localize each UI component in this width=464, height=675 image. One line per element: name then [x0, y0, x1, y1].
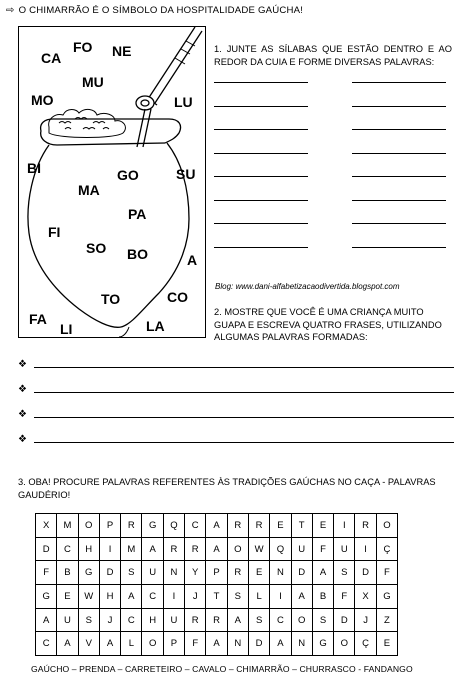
grid-cell[interactable]: Ç	[376, 537, 397, 561]
grid-cell[interactable]: S	[121, 561, 142, 585]
grid-cell[interactable]: D	[291, 561, 312, 585]
grid-cell[interactable]: D	[36, 537, 57, 561]
answer-line[interactable]	[214, 223, 308, 224]
syllable-ma: MA	[78, 182, 100, 198]
grid-row	[36, 537, 398, 561]
answer-line[interactable]	[352, 82, 446, 83]
answer-line[interactable]	[352, 106, 446, 107]
grid-cell[interactable]: A	[206, 514, 227, 538]
grid-cell[interactable]: A	[227, 608, 248, 632]
grid-cell[interactable]: L	[248, 585, 269, 609]
word-list: GAÚCHO – PRENDA – CARRETEIRO – CAVALO – CHIMARRÃO – CHURRASCO - FANDANGO	[31, 664, 413, 674]
grid-cell[interactable]: E	[312, 514, 333, 538]
grid-cell[interactable]: N	[227, 632, 248, 656]
grid-cell[interactable]: J	[355, 608, 376, 632]
answer-line-row	[214, 223, 454, 247]
answer-line[interactable]	[352, 247, 446, 248]
bomba-icon	[136, 27, 202, 147]
grid-cell[interactable]: Ç	[355, 632, 376, 656]
grid-cell[interactable]: U	[57, 608, 78, 632]
grid-cell[interactable]: S	[227, 585, 248, 609]
grid-cell[interactable]: H	[142, 608, 163, 632]
grid-cell[interactable]: U	[334, 537, 355, 561]
grid-cell[interactable]: N	[291, 632, 312, 656]
syllable-ne: NE	[112, 43, 132, 59]
grid-cell[interactable]: S	[248, 608, 269, 632]
grid-cell[interactable]: U	[291, 537, 312, 561]
grid-cell[interactable]: N	[270, 561, 291, 585]
grid-cell[interactable]: P	[163, 632, 184, 656]
answer-line[interactable]	[214, 106, 308, 107]
answer-line-row	[214, 200, 454, 224]
grid-cell[interactable]: G	[142, 514, 163, 538]
answer-line-row	[214, 129, 454, 153]
grid-cell[interactable]: F	[185, 632, 206, 656]
grid-cell[interactable]: I	[334, 514, 355, 538]
grid-cell[interactable]: I	[99, 537, 120, 561]
grid-cell[interactable]: V	[78, 632, 99, 656]
syllable-su: SU	[176, 166, 196, 182]
answer-line-row	[214, 106, 454, 130]
grid-cell[interactable]: F	[334, 585, 355, 609]
syllable-bi: BI	[27, 160, 41, 176]
grid-cell[interactable]: E	[270, 514, 291, 538]
grid-cell[interactable]: Q	[270, 537, 291, 561]
grid-cell[interactable]: I	[163, 585, 184, 609]
grid-cell[interactable]: A	[270, 632, 291, 656]
grid-cell[interactable]: T	[206, 585, 227, 609]
grid-cell[interactable]: O	[78, 514, 99, 538]
syllable-bo: BO	[127, 246, 148, 262]
answer-line[interactable]	[352, 176, 446, 177]
grid-cell[interactable]: S	[334, 561, 355, 585]
grid-cell[interactable]: R	[185, 608, 206, 632]
question-1: 1. JUNTE AS SÍLABAS QUE ESTÃO DENTRO E AO REDOR DA CUIA E FORME DIVERSAS PALAVRAS:	[214, 44, 452, 67]
grid-cell[interactable]: D	[99, 561, 120, 585]
grid-row	[36, 608, 398, 632]
answer-line-row	[214, 153, 454, 177]
grid-cell[interactable]: A	[206, 537, 227, 561]
syllable-lu: LU	[174, 94, 193, 110]
grid-cell[interactable]: J	[185, 585, 206, 609]
grid-cell[interactable]: B	[57, 561, 78, 585]
answer-line[interactable]	[352, 223, 446, 224]
grid-row	[36, 514, 398, 538]
diamond-bullet-icon: ❖	[18, 384, 27, 395]
grid-cell[interactable]: R	[206, 608, 227, 632]
grid-cell[interactable]: E	[376, 632, 397, 656]
answer-line[interactable]	[352, 200, 446, 201]
grid-cell[interactable]: X	[355, 585, 376, 609]
grid-cell[interactable]: F	[312, 537, 333, 561]
grid-cell[interactable]: G	[78, 561, 99, 585]
answer-line[interactable]	[214, 247, 308, 248]
answer-line[interactable]	[214, 129, 308, 130]
grid-cell[interactable]: O	[291, 608, 312, 632]
grid-cell[interactable]: F	[376, 561, 397, 585]
grid-cell[interactable]: N	[163, 561, 184, 585]
grid-cell[interactable]: R	[248, 514, 269, 538]
grid-cell[interactable]: H	[99, 585, 120, 609]
syllable-mo: MO	[31, 92, 54, 108]
answer-line[interactable]	[214, 153, 308, 154]
syllable-co: CO	[167, 289, 188, 305]
grid-cell[interactable]: G	[376, 585, 397, 609]
grid-cell[interactable]: C	[270, 608, 291, 632]
grid-cell[interactable]: A	[291, 585, 312, 609]
question-3: 3. OBA! PROCURE PALAVRAS REFERENTES ÀS TRADIÇÕES GAÚCHAS NO CAÇA - PALAVRAS GAUDÉRIO!	[18, 477, 436, 500]
grid-cell[interactable]: E	[248, 561, 269, 585]
grid-cell[interactable]: Q	[163, 514, 184, 538]
syllable-so: SO	[86, 240, 107, 256]
grid-row	[36, 632, 398, 656]
question-2: 2. MOSTRE QUE VOCÊ É UMA CRIANÇA MUITO GUAPA E ESCREVA QUATRO FRASES, UTILIZANDO ALGUMAS PALAVRAS FORMADAS:	[214, 307, 442, 342]
grid-cell[interactable]: A	[99, 632, 120, 656]
syllable-fa: FA	[29, 311, 47, 327]
grid-cell[interactable]: A	[142, 537, 163, 561]
grid-cell[interactable]: O	[227, 537, 248, 561]
grid-cell[interactable]: O	[334, 632, 355, 656]
grid-cell[interactable]: G	[312, 632, 333, 656]
grid-cell[interactable]: A	[57, 632, 78, 656]
grid-cell[interactable]: M	[121, 537, 142, 561]
erva-mate-icon	[49, 109, 126, 137]
grid-cell[interactable]: R	[185, 537, 206, 561]
grid-cell[interactable]: C	[57, 537, 78, 561]
grid-cell[interactable]: F	[36, 561, 57, 585]
grid-cell[interactable]: P	[99, 514, 120, 538]
word-search-grid	[35, 513, 398, 656]
diamond-bullet-icon: ❖	[18, 359, 27, 370]
grid-cell[interactable]: R	[227, 514, 248, 538]
answer-line-row	[214, 247, 454, 271]
grid-cell[interactable]: M	[57, 514, 78, 538]
grid-cell[interactable]: U	[142, 561, 163, 585]
syllable-pa: PA	[128, 206, 147, 222]
chimarrao-image-frame	[18, 26, 206, 338]
answer-line[interactable]	[352, 153, 446, 154]
grid-cell[interactable]: U	[163, 608, 184, 632]
grid-cell[interactable]: J	[99, 608, 120, 632]
diamond-bullet-icon: ❖	[18, 434, 27, 445]
grid-cell[interactable]: A	[206, 632, 227, 656]
grid-cell[interactable]: A	[312, 561, 333, 585]
grid-cell[interactable]: S	[78, 608, 99, 632]
grid-cell[interactable]: W	[248, 537, 269, 561]
grid-cell[interactable]: O	[376, 514, 397, 538]
grid-cell[interactable]: A	[36, 608, 57, 632]
grid-cell[interactable]: E	[57, 585, 78, 609]
syllable-la: LA	[146, 318, 165, 334]
syllable-go: GO	[117, 167, 139, 183]
grid-cell[interactable]: I	[270, 585, 291, 609]
grid-cell[interactable]: B	[312, 585, 333, 609]
answer-line[interactable]	[214, 82, 308, 83]
grid-cell[interactable]: D	[334, 608, 355, 632]
grid-cell[interactable]: Y	[185, 561, 206, 585]
grid-cell[interactable]: R	[163, 537, 184, 561]
syllable-fo: FO	[73, 39, 93, 55]
grid-cell[interactable]: X	[36, 514, 57, 538]
grid-cell[interactable]: R	[227, 561, 248, 585]
grid-row	[36, 561, 398, 585]
grid-cell[interactable]: R	[355, 514, 376, 538]
grid-cell[interactable]: D	[355, 561, 376, 585]
grid-row	[36, 585, 398, 609]
grid-cell[interactable]: C	[36, 632, 57, 656]
grid-cell[interactable]: C	[121, 608, 142, 632]
grid-cell[interactable]: L	[121, 632, 142, 656]
title-text: O CHIMARRÃO É O SÍMBOLO DA HOSPITALIDADE GAÚCHA!	[18, 5, 304, 16]
answer-line[interactable]	[352, 129, 446, 130]
grid-cell[interactable]: I	[355, 537, 376, 561]
grid-cell[interactable]: D	[248, 632, 269, 656]
arrow-right-icon: ⇨	[6, 5, 15, 16]
answer-lines-q1	[214, 82, 454, 270]
blog-credit: Blog: www.dani-alfabetizacaodivertida.blogspot.com	[215, 282, 400, 291]
grid-cell[interactable]: A	[121, 585, 142, 609]
page-title	[6, 5, 303, 16]
answer-line-row	[214, 176, 454, 200]
grid-cell[interactable]: R	[121, 514, 142, 538]
grid-cell[interactable]: P	[206, 561, 227, 585]
grid-cell[interactable]: G	[36, 585, 57, 609]
answer-line-row	[214, 82, 454, 106]
grid-cell[interactable]: C	[142, 585, 163, 609]
syllable-to: TO	[101, 291, 121, 307]
grid-cell[interactable]: Z	[376, 608, 397, 632]
grid-cell[interactable]: S	[312, 608, 333, 632]
syllable-li: LI	[60, 321, 73, 337]
grid-cell[interactable]: T	[291, 514, 312, 538]
answer-line[interactable]	[214, 176, 308, 177]
grid-cell[interactable]: H	[78, 537, 99, 561]
syllable-a: A	[187, 252, 198, 268]
answer-line[interactable]	[214, 200, 308, 201]
syllable-ca: CA	[41, 50, 62, 66]
diamond-bullet-icon: ❖	[18, 409, 27, 420]
grid-cell[interactable]: C	[185, 514, 206, 538]
grid-cell[interactable]: W	[78, 585, 99, 609]
syllable-mu: MU	[82, 74, 104, 90]
syllable-fi: FI	[48, 224, 61, 240]
grid-cell[interactable]: O	[142, 632, 163, 656]
